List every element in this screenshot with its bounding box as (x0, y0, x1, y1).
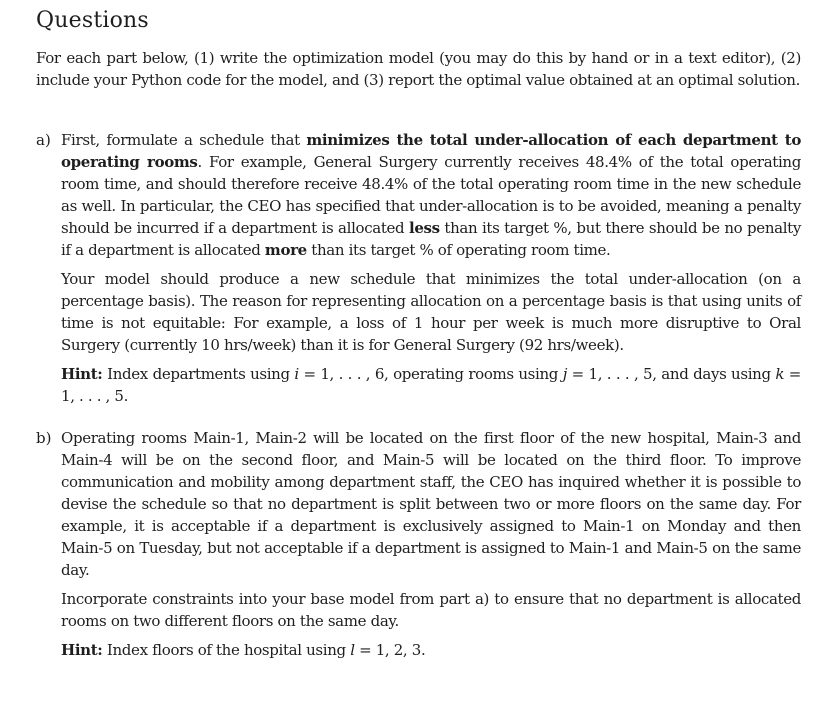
section-title: Questions (36, 8, 149, 33)
part-a-bold-objective: minimizes the total under-allocation of each department to operating rooms (61, 131, 801, 171)
part-b-hint (61, 639, 801, 661)
part-a-hint-var-i: i (294, 365, 299, 383)
part-a-hint-text-3: = 1, . . . , 5, and days using (567, 365, 776, 383)
part-a-paragraph-1 (61, 129, 801, 261)
part-a-text-1: First, formulate a schedule that (61, 131, 307, 149)
part-a-hint-text-2: = 1, . . . , 6, operating rooms using (298, 365, 563, 383)
part-a-hint-var-j: j (562, 365, 568, 383)
part-b-hint-text-1: Index floors of the hospital using (102, 641, 351, 659)
part-b-paragraph-1: Operating rooms Main-1, Main-2 will be located on the first floor of the new hospital, Main-3 and Main-4 will be on the second floor, and Main-5 will be located on the third floor. To improve communication and mobility among department staff, the CEO has inquired whether it is possible to devise the schedule so that no department is split between two or more floors on the same day. For example, it is acceptable if a department is exclusively assigned to Main-1 on Monday and then Main-5 on Tuesday, but not acceptable if a department is assigned to Main-1 and Main-5 on the same day. (61, 429, 801, 579)
part-b-hint-var-l: l (350, 641, 355, 659)
part-a-hint-var-k: k (775, 365, 785, 383)
part-a-hint-text-4: = 1, . . . , 5. (61, 365, 801, 405)
part-a-paragraph-2: Your model should produce a new schedule that minimizes the total under-allocation (on a percentage basis). The reason for representing allocation on a percentage basis is that using units of time is not equitable: For example, a loss of 1 hour per week is much more disruptive to Oral Surgery (currently 10 hrs/week) than it is for General Surgery (92 hrs/week). (61, 270, 801, 354)
part-a-hint (61, 363, 801, 407)
part-b-hint-text-2: = 1, 2, 3. (354, 641, 426, 659)
part-a-text-4: than its target % of operating room time. (306, 241, 611, 259)
part-b-label: b) (36, 429, 52, 447)
part-b-hint-label: Hint: (61, 641, 103, 659)
part-b-paragraph-2: Incorporate constraints into your base model from part a) to ensure that no department is allocated rooms on two different floors on the same day. (61, 590, 801, 630)
part-a-text-3: than its target %, but there should be no penalty if a department is allocated (61, 219, 801, 259)
part-a-bold-more: more (264, 241, 307, 259)
part-a-hint-text-1: Index departments using (102, 365, 295, 383)
part-a-text-2: . For example, General Surgery currently receives 48.4% of the total operating room time, and should therefore receive 48.4% of the total operating room time in the new schedule as well. In particular, the CEO has specified that under-allocation is to be avoided, meaning a penalty should be incurred if a department is allocated (61, 153, 801, 237)
document-page (36, 8, 801, 661)
part-a (36, 129, 801, 407)
part-a-label: a) (36, 131, 51, 149)
part-a-hint-label: Hint: (61, 365, 103, 383)
intro-paragraph: For each part below, (1) write the optimization model (you may do this by hand or in a text editor), (2) include your Python code for the model, and (3) report the optimal value obtained at an optimal solution. (36, 49, 801, 89)
part-a-bold-less: less (408, 219, 440, 237)
part-b (36, 427, 801, 661)
